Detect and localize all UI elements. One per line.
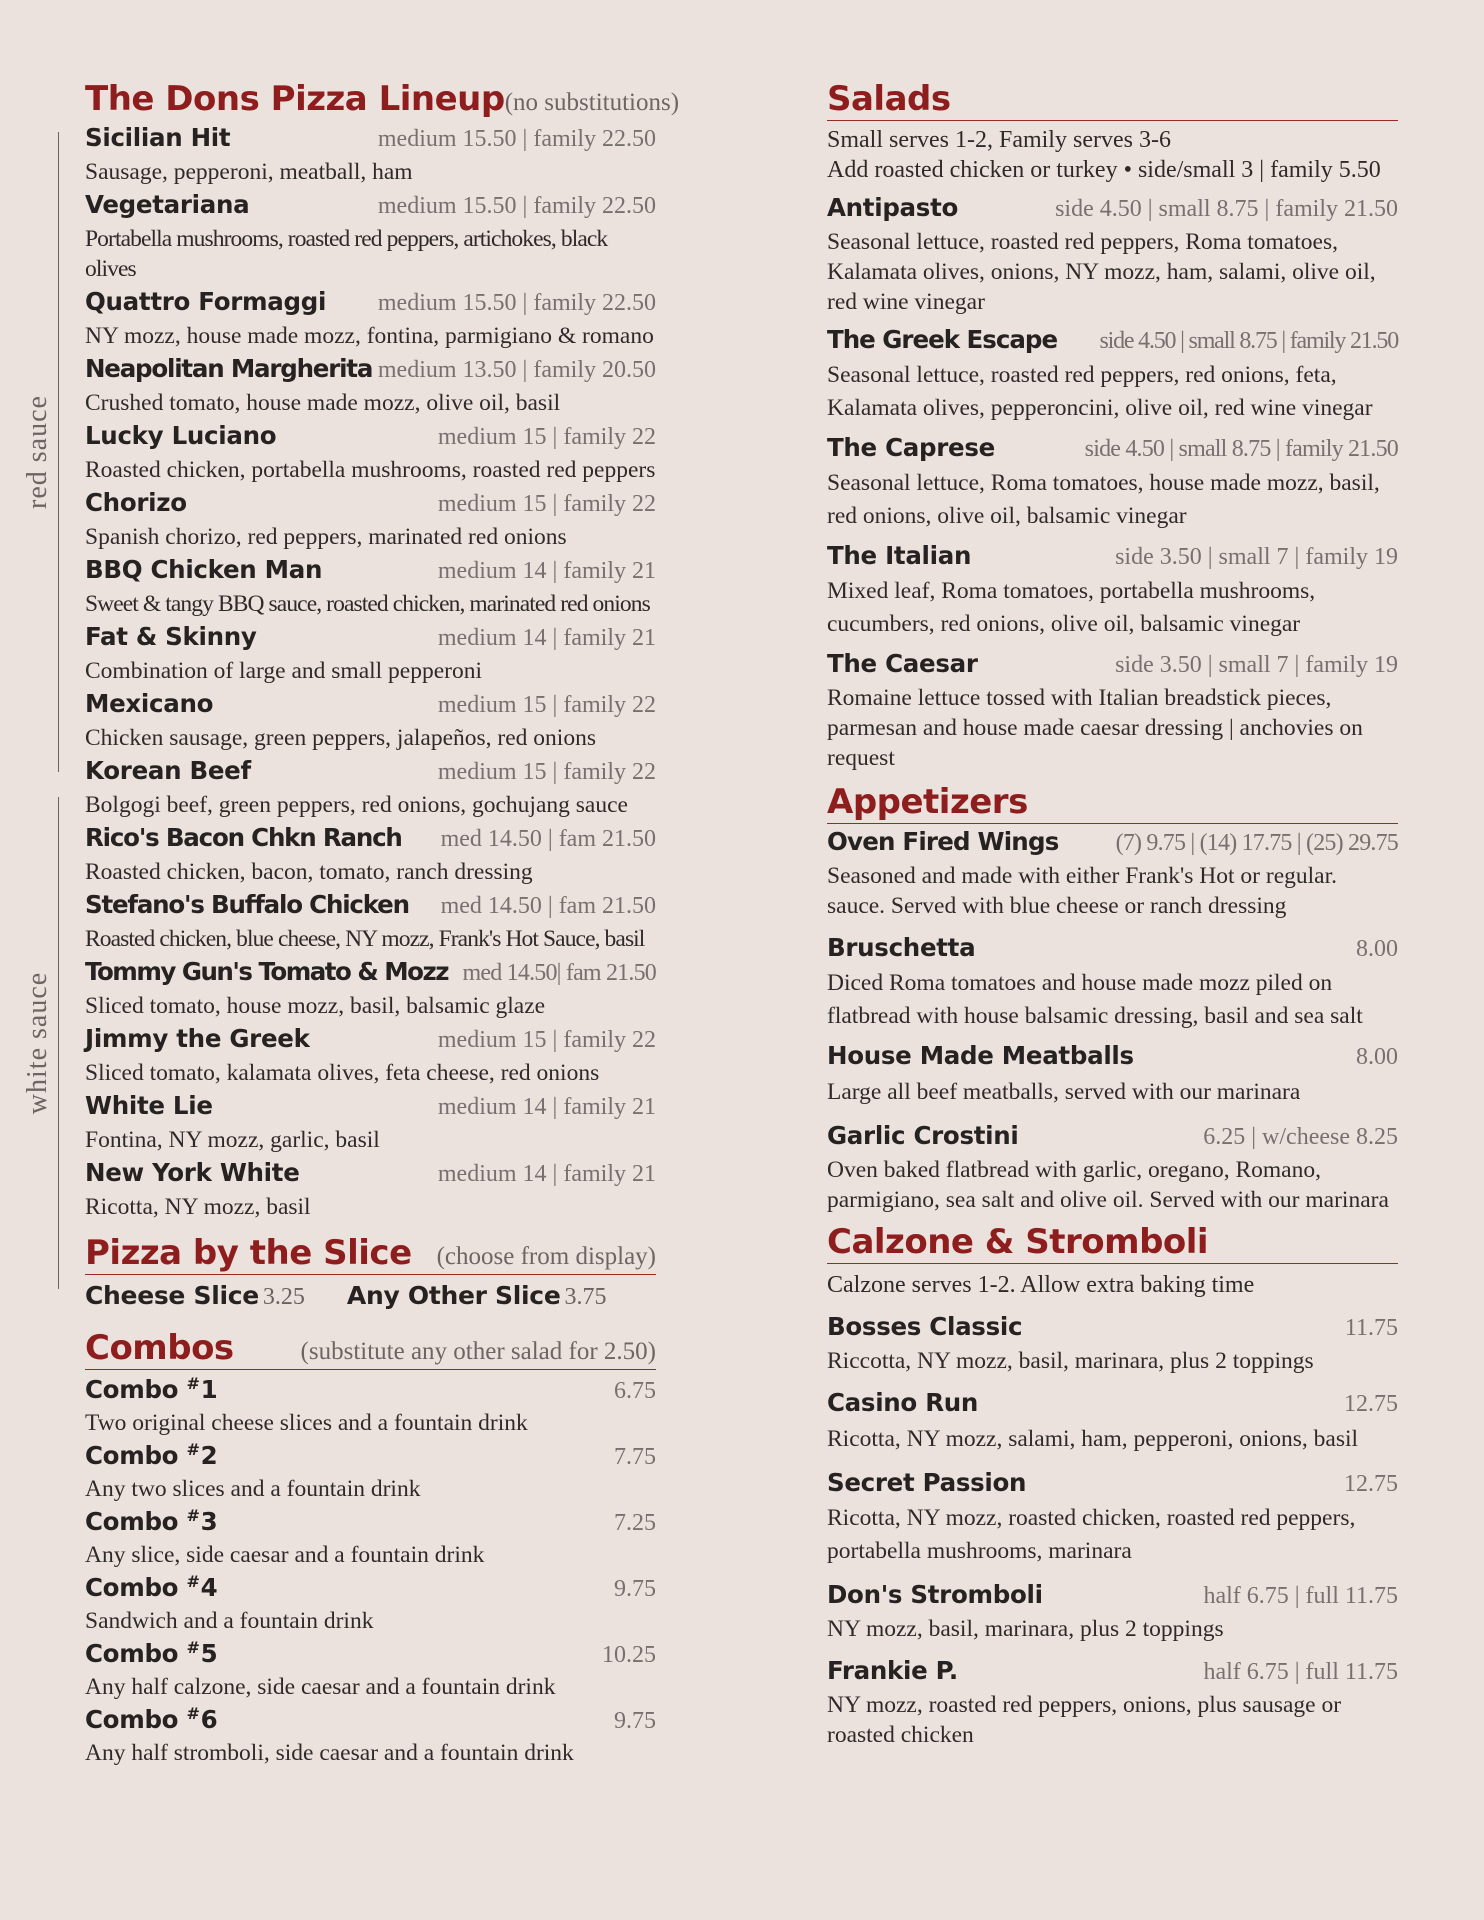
- item-name: Bruschetta: [827, 933, 976, 962]
- combo-name: Combo #4: [85, 1572, 218, 1603]
- item-price: side 4.50 | small 8.75 | family 21.50: [1055, 196, 1398, 222]
- other-slice-price: 3.75: [564, 1284, 607, 1310]
- menu-item: [827, 1656, 1398, 1750]
- item-price: 12.75: [1344, 1391, 1398, 1417]
- menu-item: [85, 1158, 656, 1222]
- item-price: medium 15 | family 22: [437, 1027, 656, 1053]
- menu-item: [85, 957, 656, 1021]
- item-price: side 3.50 | small 7 | family 19: [1115, 652, 1398, 678]
- item-name: Fat & Skinny: [85, 622, 257, 651]
- item-price: med 14.50 | fam 21.50: [440, 826, 656, 852]
- item-price: medium 15.50 | family 22.50: [377, 193, 656, 219]
- calzone-list: [827, 1312, 1398, 1750]
- menu-item: [827, 541, 1398, 641]
- item-name: BBQ Chicken Man: [85, 555, 323, 584]
- menu-item: [85, 287, 656, 351]
- salads-section-header: [827, 78, 1398, 121]
- item-price: medium 13.50 | family 20.50: [377, 357, 656, 383]
- item-name: Rico's Bacon Chkn Ranch: [85, 823, 402, 852]
- right-column: [827, 78, 1398, 1750]
- combo-item: [85, 1506, 656, 1570]
- item-price: med 14.50 | fam 21.50: [440, 893, 656, 919]
- item-description: Romaine lettuce tossed with Italian breadstick pieces, parmesan and house made caesar dressing | anchovies on request: [827, 685, 1363, 771]
- item-description: NY mozz, house made mozz, fontina, parmigiano & romano: [85, 323, 654, 349]
- combo-name: Combo #1: [85, 1374, 218, 1405]
- combo-price: 7.75: [614, 1444, 656, 1471]
- item-price: (7) 9.75 | (14) 17.75 | (25) 29.75: [1115, 830, 1398, 856]
- item-price: 12.75: [1344, 1471, 1398, 1497]
- item-description: Sweet & tangy BBQ sauce, roasted chicken, marinated red onions: [85, 591, 650, 617]
- white-sauce-label: white sauce: [22, 971, 53, 1115]
- combo-item: [85, 1638, 656, 1702]
- combo-price: 9.75: [614, 1708, 656, 1735]
- red-sauce-bracket: [58, 132, 59, 772]
- combo-list: [85, 1374, 656, 1768]
- item-price: 8.00: [1356, 936, 1398, 962]
- item-price: medium 14 | family 21: [437, 625, 656, 651]
- combo-description: Any half calzone, side caesar and a fountain drink: [85, 1674, 556, 1700]
- salads-intro: Small serves 1-2, Family serves 3-6: [827, 127, 1171, 153]
- cheese-slice: [85, 1281, 305, 1311]
- item-name: Jimmy the Greek: [85, 1024, 310, 1053]
- item-description: Mixed leaf, Roma tomatoes, portabella mushrooms, cucumbers, red onions, olive oil, balsamic vinegar: [827, 578, 1316, 637]
- item-price: med 14.50| fam 21.50: [462, 960, 656, 986]
- menu-item: [85, 823, 656, 887]
- item-name: Chorizo: [85, 488, 187, 517]
- pizza-section-header: [85, 78, 680, 120]
- combo-item: [85, 1440, 656, 1504]
- menu-item: [85, 890, 656, 954]
- item-description: Seasonal lettuce, roasted red peppers, Roma tomatoes, Kalamata olives, onions, NY mozz, ham, salami, olive oil, red wine vinegar: [827, 229, 1376, 315]
- combo-name: Combo #2: [85, 1440, 218, 1471]
- item-description: Seasoned and made with either Frank's Hot or regular. sauce. Served with blue cheese or ranch dressing: [827, 863, 1338, 919]
- cheese-slice-name: Cheese Slice: [85, 1281, 259, 1310]
- item-description: NY mozz, basil, marinara, plus 2 toppings: [827, 1616, 1224, 1642]
- slice-section-header: [85, 1232, 656, 1275]
- item-name: The Caprese: [827, 433, 995, 462]
- white-sauce-bracket: [58, 797, 59, 1289]
- menu-item: [85, 190, 656, 284]
- item-description: Chicken sausage, green peppers, jalapeños, red onions: [85, 725, 596, 751]
- item-description: Ricotta, NY mozz, basil: [85, 1194, 311, 1220]
- combo-description: Any slice, side caesar and a fountain drink: [85, 1542, 485, 1568]
- item-name: Secret Passion: [827, 1468, 1027, 1497]
- item-name: Stefano's Buffalo Chicken: [85, 890, 409, 919]
- menu-item: [827, 827, 1398, 921]
- item-name: The Italian: [827, 541, 972, 570]
- item-price: 8.00: [1356, 1044, 1398, 1070]
- item-description: NY mozz, roasted red peppers, onions, plus sausage or roasted chicken: [827, 1692, 1342, 1748]
- item-description: Seasonal lettuce, roasted red peppers, red onions, feta, Kalamata olives, pepperoncini, olive oil, red wine vinegar: [827, 362, 1373, 421]
- item-name: Lucky Luciano: [85, 421, 277, 450]
- item-name: Quattro Formaggi: [85, 287, 327, 316]
- combos-section-note: (substitute any other salad for 2.50): [300, 1338, 656, 1365]
- item-name: Mexicano: [85, 689, 214, 718]
- item-price: medium 15.50 | family 22.50: [377, 126, 656, 152]
- item-price: medium 14 | family 21: [437, 1094, 656, 1120]
- item-price: medium 15 | family 22: [437, 424, 656, 450]
- item-name: New York White: [85, 1158, 300, 1187]
- salads-addon: Add roasted chicken or turkey • side/small 3 | family 5.50: [827, 157, 1381, 183]
- item-description: Diced Roma tomatoes and house made mozz piled on flatbread with house balsamic dressing, basil and sea salt: [827, 970, 1363, 1029]
- menu-item: [827, 193, 1398, 317]
- menu-item: [827, 1468, 1398, 1568]
- salads-section-title: Salads: [827, 79, 951, 119]
- combo-name: Combo #5: [85, 1638, 218, 1669]
- item-price: 6.25 | w/cheese 8.25: [1203, 1124, 1398, 1150]
- menu-item: [85, 354, 656, 418]
- item-price: medium 15.50 | family 22.50: [377, 290, 656, 316]
- combo-description: Sandwich and a fountain drink: [85, 1608, 374, 1634]
- menu-item: [85, 421, 656, 485]
- item-price: side 4.50 | small 8.75 | family 21.50: [1099, 328, 1398, 354]
- menu-item: [85, 1024, 656, 1088]
- item-name: White Lie: [85, 1091, 213, 1120]
- pizza-list: [85, 123, 656, 1222]
- menu-item: [85, 123, 656, 187]
- menu-item: [827, 1580, 1398, 1644]
- salad-list: [827, 193, 1398, 773]
- combo-item: [85, 1374, 656, 1438]
- item-name: Frankie P.: [827, 1656, 958, 1685]
- item-description: Roasted chicken, blue cheese, NY mozz, Frank's Hot Sauce, basil: [85, 926, 645, 952]
- item-description: Oven baked flatbread with garlic, oregano, Romano, parmigiano, sea salt and olive oil. Served with our marinara: [827, 1157, 1389, 1213]
- menu-item: [85, 1091, 656, 1155]
- item-description: Spanish chorizo, red peppers, marinated red onions: [85, 524, 567, 550]
- item-name: Casino Run: [827, 1388, 979, 1417]
- combos-section-header: [85, 1327, 656, 1370]
- item-name: Antipasto: [827, 193, 959, 222]
- slice-section-title: Pizza by the Slice: [85, 1233, 412, 1273]
- calzone-intro: Calzone serves 1-2. Allow extra baking time: [827, 1272, 1255, 1298]
- item-price: side 4.50 | small 8.75 | family 21.50: [1084, 436, 1398, 462]
- menu-item: [827, 1388, 1398, 1456]
- left-column: [85, 78, 680, 1768]
- item-name: Don's Stromboli: [827, 1580, 1043, 1609]
- item-name: The Greek Escape: [827, 325, 1058, 354]
- item-price: medium 15 | family 22: [437, 491, 656, 517]
- menu-item: [827, 1121, 1398, 1215]
- combo-name: Combo #6: [85, 1704, 218, 1735]
- item-description: Ricotta, NY mozz, salami, ham, pepperoni, onions, basil: [827, 1426, 1359, 1452]
- item-name: Tommy Gun's Tomato & Mozz: [85, 957, 449, 986]
- combo-description: Any two slices and a fountain drink: [85, 1476, 421, 1502]
- item-price: half 6.75 | full 11.75: [1203, 1583, 1398, 1609]
- item-name: Vegetariana: [85, 190, 250, 219]
- combo-price: 7.25: [614, 1510, 656, 1537]
- menu-item: [827, 433, 1398, 533]
- item-price: side 3.50 | small 7 | family 19: [1115, 544, 1398, 570]
- calzone-section-header: [827, 1221, 1398, 1264]
- combo-price: 9.75: [614, 1576, 656, 1603]
- item-name: House Made Meatballs: [827, 1041, 1134, 1070]
- menu-item: [85, 756, 656, 820]
- menu-item: [827, 933, 1398, 1033]
- item-price: medium 14 | family 21: [437, 1161, 656, 1187]
- combos-section-title: Combos: [85, 1328, 234, 1368]
- pizza-section-title: The Dons Pizza Lineup: [85, 79, 505, 119]
- menu-item: [85, 622, 656, 686]
- item-price: medium 15 | family 22: [437, 759, 656, 785]
- item-name: Oven Fired Wings: [827, 827, 1059, 856]
- item-description: Seasonal lettuce, Roma tomatoes, house made mozz, basil, red onions, olive oil, balsamic vinegar: [827, 470, 1380, 529]
- item-description: Sliced tomato, kalamata olives, feta cheese, red onions: [85, 1060, 600, 1086]
- calzone-section-title: Calzone & Stromboli: [827, 1222, 1209, 1262]
- item-description: Roasted chicken, bacon, tomato, ranch dressing: [85, 859, 533, 885]
- item-description: Crushed tomato, house made mozz, olive oil, basil: [85, 390, 561, 416]
- appetizers-section-title: Appetizers: [827, 782, 1028, 822]
- item-description: Bolgogi beef, green peppers, red onions, gochujang sauce: [85, 792, 628, 818]
- item-name: The Caesar: [827, 649, 978, 678]
- appetizers-section-header: [827, 781, 1398, 824]
- combo-description: Two original cheese slices and a fountain drink: [85, 1410, 528, 1436]
- combo-price: 6.75: [614, 1378, 656, 1405]
- item-description: Portabella mushrooms, roasted red peppers, artichokes, black olives: [85, 226, 608, 282]
- combo-price: 10.25: [602, 1642, 656, 1669]
- item-name: Bosses Classic: [827, 1312, 1023, 1341]
- item-description: Large all beef meatballs, served with our marinara: [827, 1079, 1301, 1105]
- menu-item: [827, 1312, 1398, 1376]
- item-description: Sausage, pepperoni, meatball, ham: [85, 159, 413, 185]
- item-name: Neapolitan Margherita: [85, 354, 373, 383]
- menu-item: [827, 325, 1398, 425]
- other-slice: [347, 1281, 607, 1311]
- item-description: Combination of large and small pepperoni: [85, 658, 483, 684]
- menu-item: [85, 555, 656, 619]
- menu-item: [827, 649, 1398, 773]
- item-description: Ricotta, NY mozz, roasted chicken, roasted red peppers, portabella mushrooms, marinara: [827, 1505, 1356, 1564]
- item-price: half 6.75 | full 11.75: [1203, 1659, 1398, 1685]
- item-price: medium 15 | family 22: [437, 692, 656, 718]
- appetizer-list: [827, 827, 1398, 1215]
- item-description: Roasted chicken, portabella mushrooms, roasted red peppers: [85, 457, 656, 483]
- menu-item: [85, 689, 656, 753]
- combo-description: Any half stromboli, side caesar and a fountain drink: [85, 1740, 574, 1766]
- slice-section-note: (choose from display): [436, 1243, 656, 1270]
- menu-item: [85, 488, 656, 552]
- item-price: medium 14 | family 21: [437, 558, 656, 584]
- item-description: Sliced tomato, house mozz, basil, balsamic glaze: [85, 993, 546, 1019]
- combo-item: [85, 1704, 656, 1768]
- item-description: Fontina, NY mozz, garlic, basil: [85, 1127, 380, 1153]
- item-name: Garlic Crostini: [827, 1121, 1019, 1150]
- combo-item: [85, 1572, 656, 1636]
- pizza-section-note: (no substitutions): [504, 89, 680, 116]
- red-sauce-label: red sauce: [22, 395, 53, 509]
- item-name: Sicilian Hit: [85, 123, 231, 152]
- item-description: Riccotta, NY mozz, basil, marinara, plus 2 toppings: [827, 1348, 1314, 1374]
- item-name: Korean Beef: [85, 756, 251, 785]
- cheese-slice-price: 3.25: [262, 1284, 305, 1310]
- combo-name: Combo #3: [85, 1506, 218, 1537]
- item-price: 11.75: [1344, 1315, 1398, 1341]
- menu-item: [827, 1041, 1398, 1109]
- slice-prices: [85, 1281, 656, 1321]
- other-slice-name: Any Other Slice: [346, 1281, 561, 1310]
